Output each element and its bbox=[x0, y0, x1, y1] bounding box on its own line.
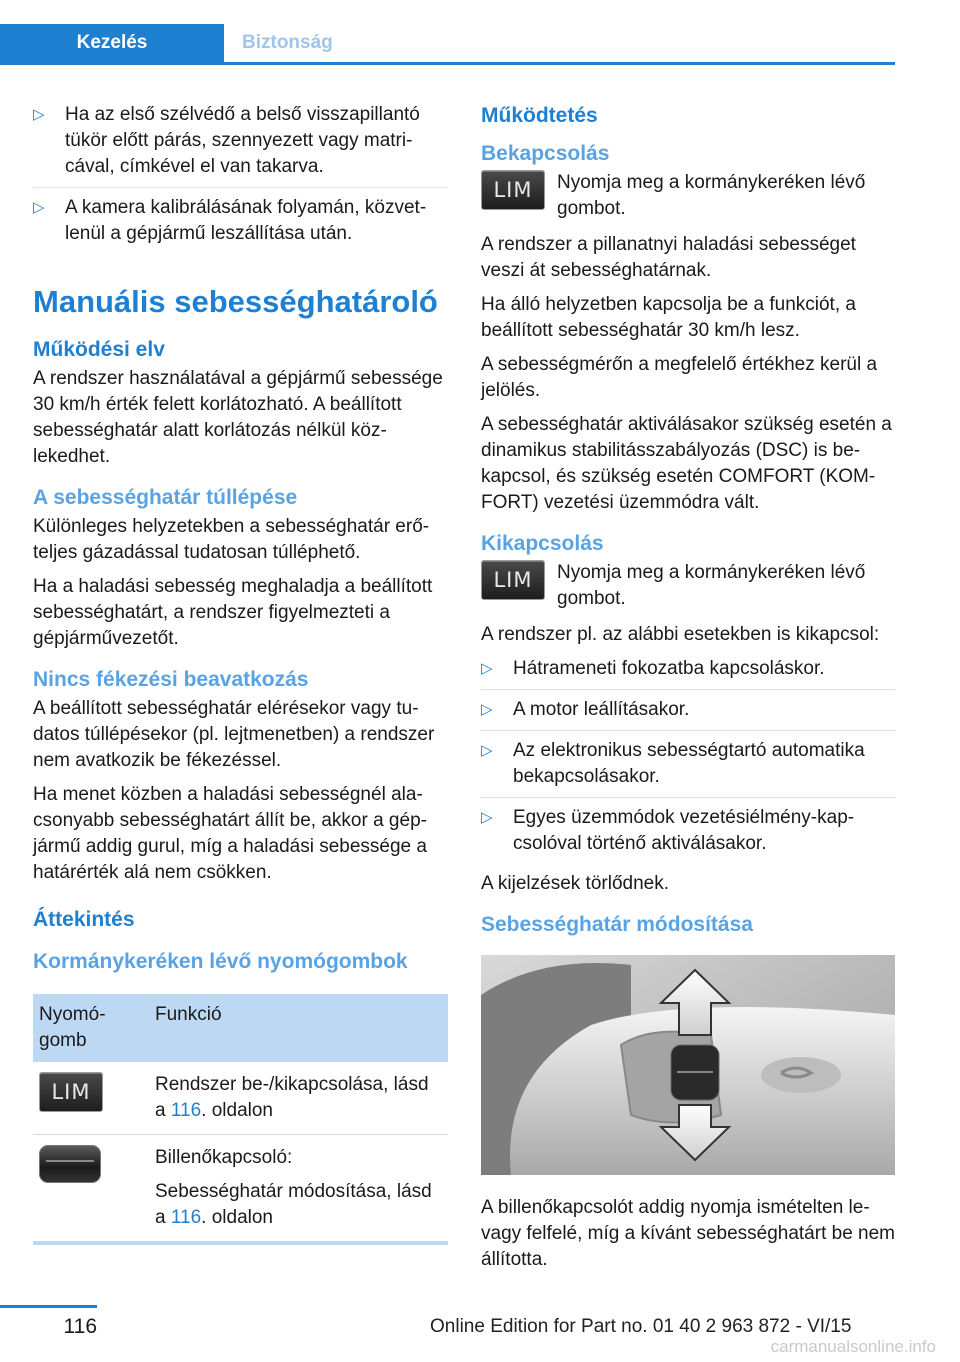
table-header-row bbox=[33, 994, 448, 1062]
on-text-2: Ha álló helyzetben kapcsolja be a funkciót, a beállított sebességhatár 30 km/h lesz. bbox=[481, 294, 856, 341]
triangle-bullet-icon: ▷ bbox=[33, 106, 45, 123]
off-press-text: Nyomja meg a kormánykeréken lévő gombot. bbox=[557, 562, 866, 609]
left-column bbox=[33, 102, 448, 1245]
triangle-bullet-icon: ▷ bbox=[481, 809, 493, 826]
steering-wheel-photo bbox=[481, 955, 895, 1175]
operation-heading: Működtetés bbox=[481, 104, 598, 127]
buttons-table bbox=[33, 994, 448, 1245]
principle-text: A rendszer használatával a gépjármű sebessége 30 km/h érték felett korlátozható. A beállított sebességhatár alatt korlátozás nélkül közlekedhet. bbox=[33, 368, 443, 467]
table-row: Billenőkapcsoló: Sebességhatár módosítása, lásd a 116. oldalon bbox=[33, 1135, 448, 1244]
exceed-text-1: Különleges helyzetekben a sebességhatár erőteljes gázadással tudatosan túlléphető. bbox=[33, 516, 430, 563]
tab-kezeles[interactable]: Kezelés bbox=[0, 24, 224, 62]
lim-button-icon: LIM bbox=[39, 1072, 103, 1112]
nobrake-text-2: Ha menet közben a haladási sebességnél alacsonyabb sebességhatárt állít be, akkor a gépjármű addig gurul, míg a haladási sebessége a határérték alá nem csökken. bbox=[33, 784, 427, 883]
list-item: ▷ Ha az első szélvédő a belső visszapillantó tükör előtt párás, szennyezett vagy matricával, címkével el van takarva. bbox=[33, 102, 448, 188]
tab-biztonsag[interactable]: Biztonság bbox=[242, 32, 333, 53]
edition-footer: Online Edition for Part no. 01 40 2 963 872 - VI/15 bbox=[430, 1316, 852, 1337]
off-text-1: A rendszer pl. az alábbi esetekben is kikapcsol: bbox=[481, 624, 880, 645]
page-link[interactable]: 116 bbox=[170, 1100, 202, 1121]
lim-off-row bbox=[481, 560, 895, 612]
list-item: ▷ Egyes üzemmódok vezetésiélmény-kapcsolóval történő aktiválásakor. bbox=[481, 807, 855, 854]
triangle-bullet-icon: ▷ bbox=[481, 742, 493, 759]
nobrake-text-1: A beállított sebességhatár elérésekor vagy tudatos túllépésekor (pl. lejtmenetben) a rendszer nem avatkozik be fékezéssel. bbox=[33, 698, 435, 771]
buttons-heading: Kormánykeréken lévő nyomógombok bbox=[33, 950, 408, 973]
off-bullet-list bbox=[481, 656, 895, 864]
list-item: ▷ A kamera kalibrálásának folyamán, közvetlenül a gépjármű leszállítása után. bbox=[33, 197, 427, 244]
exceed-heading: A sebességhatár túllépése bbox=[33, 486, 298, 509]
list-item: ▷ Az elektronikus sebességtartó automatika bekapcsolásakor. bbox=[481, 738, 895, 798]
triangle-bullet-icon: ▷ bbox=[481, 660, 493, 677]
change-heading: Sebességhatár módosítása bbox=[481, 913, 753, 936]
watermark: carmanualsonline.info bbox=[770, 1337, 936, 1356]
page-link[interactable]: 116 bbox=[170, 1207, 202, 1228]
table-header-button: Nyomógomb bbox=[33, 994, 149, 1062]
list-item: ▷ Hátrameneti fokozatba kapcsoláskor. bbox=[481, 656, 895, 690]
principle-heading: Működési elv bbox=[33, 338, 165, 361]
lim-button-icon: LIM bbox=[481, 560, 545, 600]
table-row: LIM Rendszer be-/kikapcsolása, lásd a 116. oldalon bbox=[33, 1062, 448, 1135]
on-heading: Bekapcsolás bbox=[481, 142, 610, 165]
rocker-switch-icon bbox=[39, 1145, 101, 1183]
on-text-1: A rendszer a pillanatnyi haladási sebességet veszi át sebességhatárnak. bbox=[481, 234, 856, 281]
overview-heading: Áttekintés bbox=[33, 908, 135, 931]
lim-on-row bbox=[481, 170, 895, 222]
page-number-bar bbox=[0, 1305, 97, 1308]
change-text: A billenőkapcsolót addig nyomja ismételten le- vagy felfelé, míg a kívánt sebességhatárt be nem állította. bbox=[481, 1197, 896, 1270]
lim-button-icon: LIM bbox=[481, 170, 545, 210]
right-column bbox=[481, 102, 895, 1281]
table-header-function: Funkció bbox=[149, 994, 448, 1062]
header-tabbar bbox=[0, 24, 895, 65]
off-heading: Kikapcsolás bbox=[481, 532, 604, 555]
triangle-bullet-icon: ▷ bbox=[33, 199, 45, 216]
exceed-text-2: Ha a haladási sebesség meghaladja a beállított sebességhatárt, a rendszer figyelmezteti a gépjárművezetőt. bbox=[33, 576, 433, 649]
main-heading: Manuális sebességhatároló bbox=[33, 284, 438, 319]
list-item: ▷ A motor leállításakor. bbox=[481, 697, 895, 731]
triangle-bullet-icon: ▷ bbox=[481, 701, 493, 718]
on-text-4: A sebességhatár aktiválásakor szükség esetén a dinamikus stabilitásszabályozás (DSC) is bekapcsol, és szükség esetén COMFORT (KOMFORT) vezetési üzemmódra vált. bbox=[481, 414, 892, 513]
on-text-3: A sebességmérőn a megfelelő értékhez kerül a jelölés. bbox=[481, 354, 878, 401]
page-number: 116 bbox=[63, 1315, 97, 1338]
on-press-text: Nyomja meg a kormánykeréken lévő gombot. bbox=[557, 172, 866, 219]
intro-bullet-list bbox=[33, 102, 448, 254]
nobrake-heading: Nincs fékezési beavatkozás bbox=[33, 668, 309, 691]
off-text-2: A kijelzések törlődnek. bbox=[481, 873, 669, 894]
